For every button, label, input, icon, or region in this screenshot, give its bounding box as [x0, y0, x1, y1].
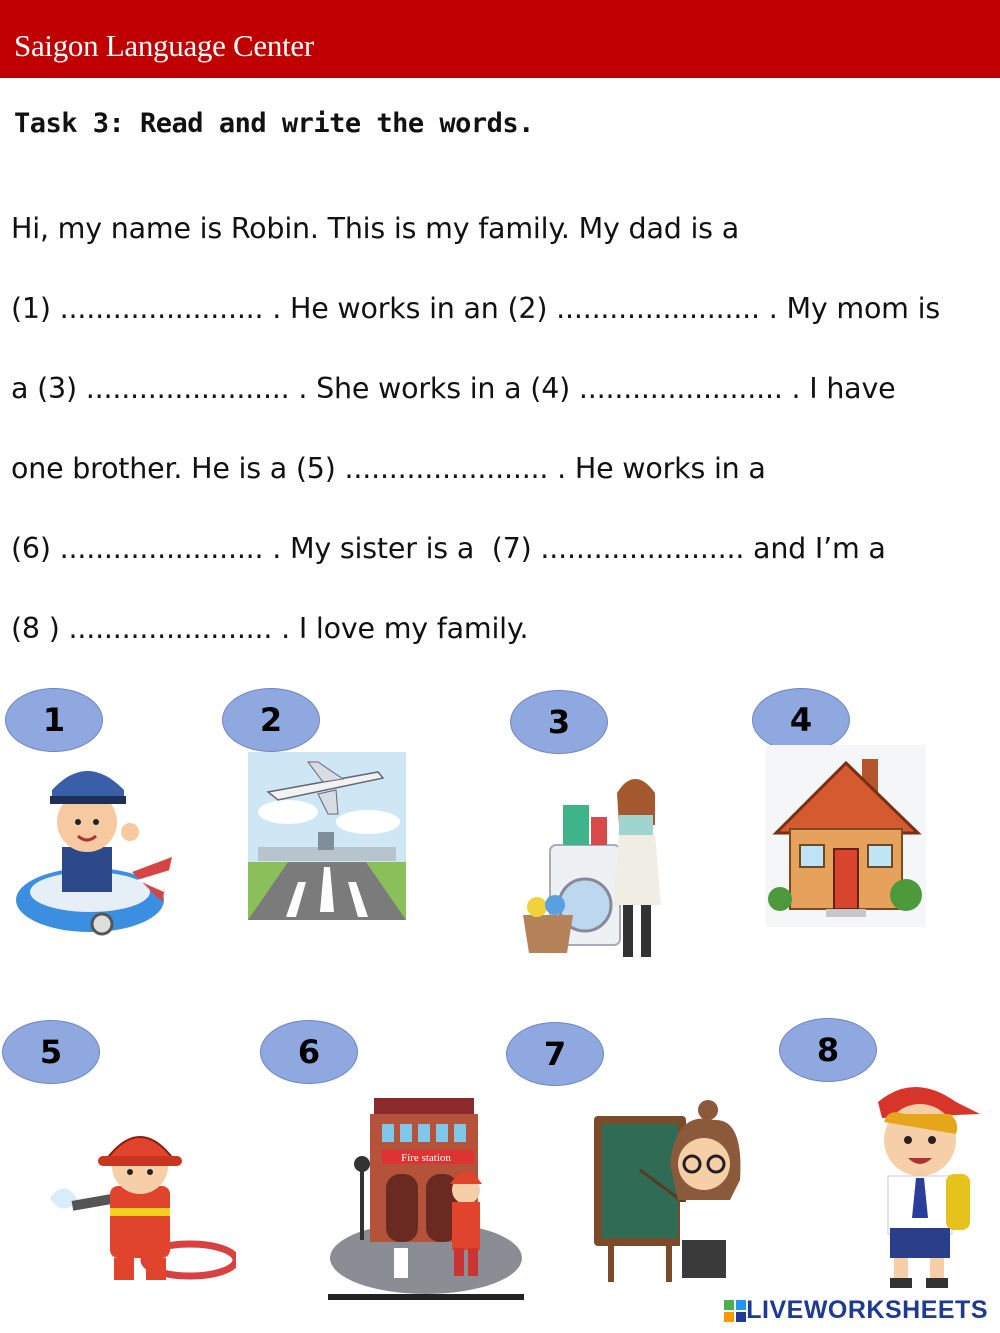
passage-line: (6) ....................... . My sister is a (7) ....................... and I’m a — [11, 532, 886, 565]
number-bubble: 8 — [779, 1018, 877, 1082]
student-picture — [864, 1078, 984, 1290]
passage-line: a (3) ....................... . She works in a (4) ....................... . I have — [11, 372, 896, 405]
number-bubble: 3 — [510, 690, 608, 754]
header-title: Saigon Language Center — [14, 28, 314, 63]
number-bubble: 7 — [506, 1022, 604, 1086]
task-title: Task 3: Read and write the words. — [14, 108, 534, 139]
house-picture — [766, 745, 926, 927]
firefighter-picture — [50, 1108, 236, 1288]
airport-picture — [248, 752, 406, 920]
number-bubble: 6 — [260, 1020, 358, 1084]
passage-line: (8 ) ....................... . I love my family. — [11, 612, 529, 645]
liveworksheets-brand: LIVEWORKSHEETS — [746, 1296, 988, 1324]
number-bubble: 1 — [5, 688, 103, 752]
passage-line: (1) ....................... . He works in an (2) ....................... . My mom is — [11, 292, 940, 325]
number-bubble: 5 — [2, 1020, 100, 1084]
fire-station-sign: Fire station — [401, 1152, 451, 1164]
liveworksheets-grid-icon — [724, 1300, 746, 1322]
number-bubble: 2 — [222, 688, 320, 752]
teacher-picture — [580, 1090, 766, 1290]
passage-line: one brother. He is a (5) ....................... . He works in a — [11, 452, 766, 485]
number-bubble: 4 — [752, 688, 850, 752]
fire-station-picture — [328, 1098, 524, 1303]
header-bar — [0, 0, 1000, 78]
pilot-picture — [12, 752, 177, 942]
housewife-picture — [515, 765, 680, 965]
liveworksheets-logo — [724, 1296, 988, 1325]
passage-line: Hi, my name is Robin. This is my family. My dad is a — [11, 212, 739, 245]
